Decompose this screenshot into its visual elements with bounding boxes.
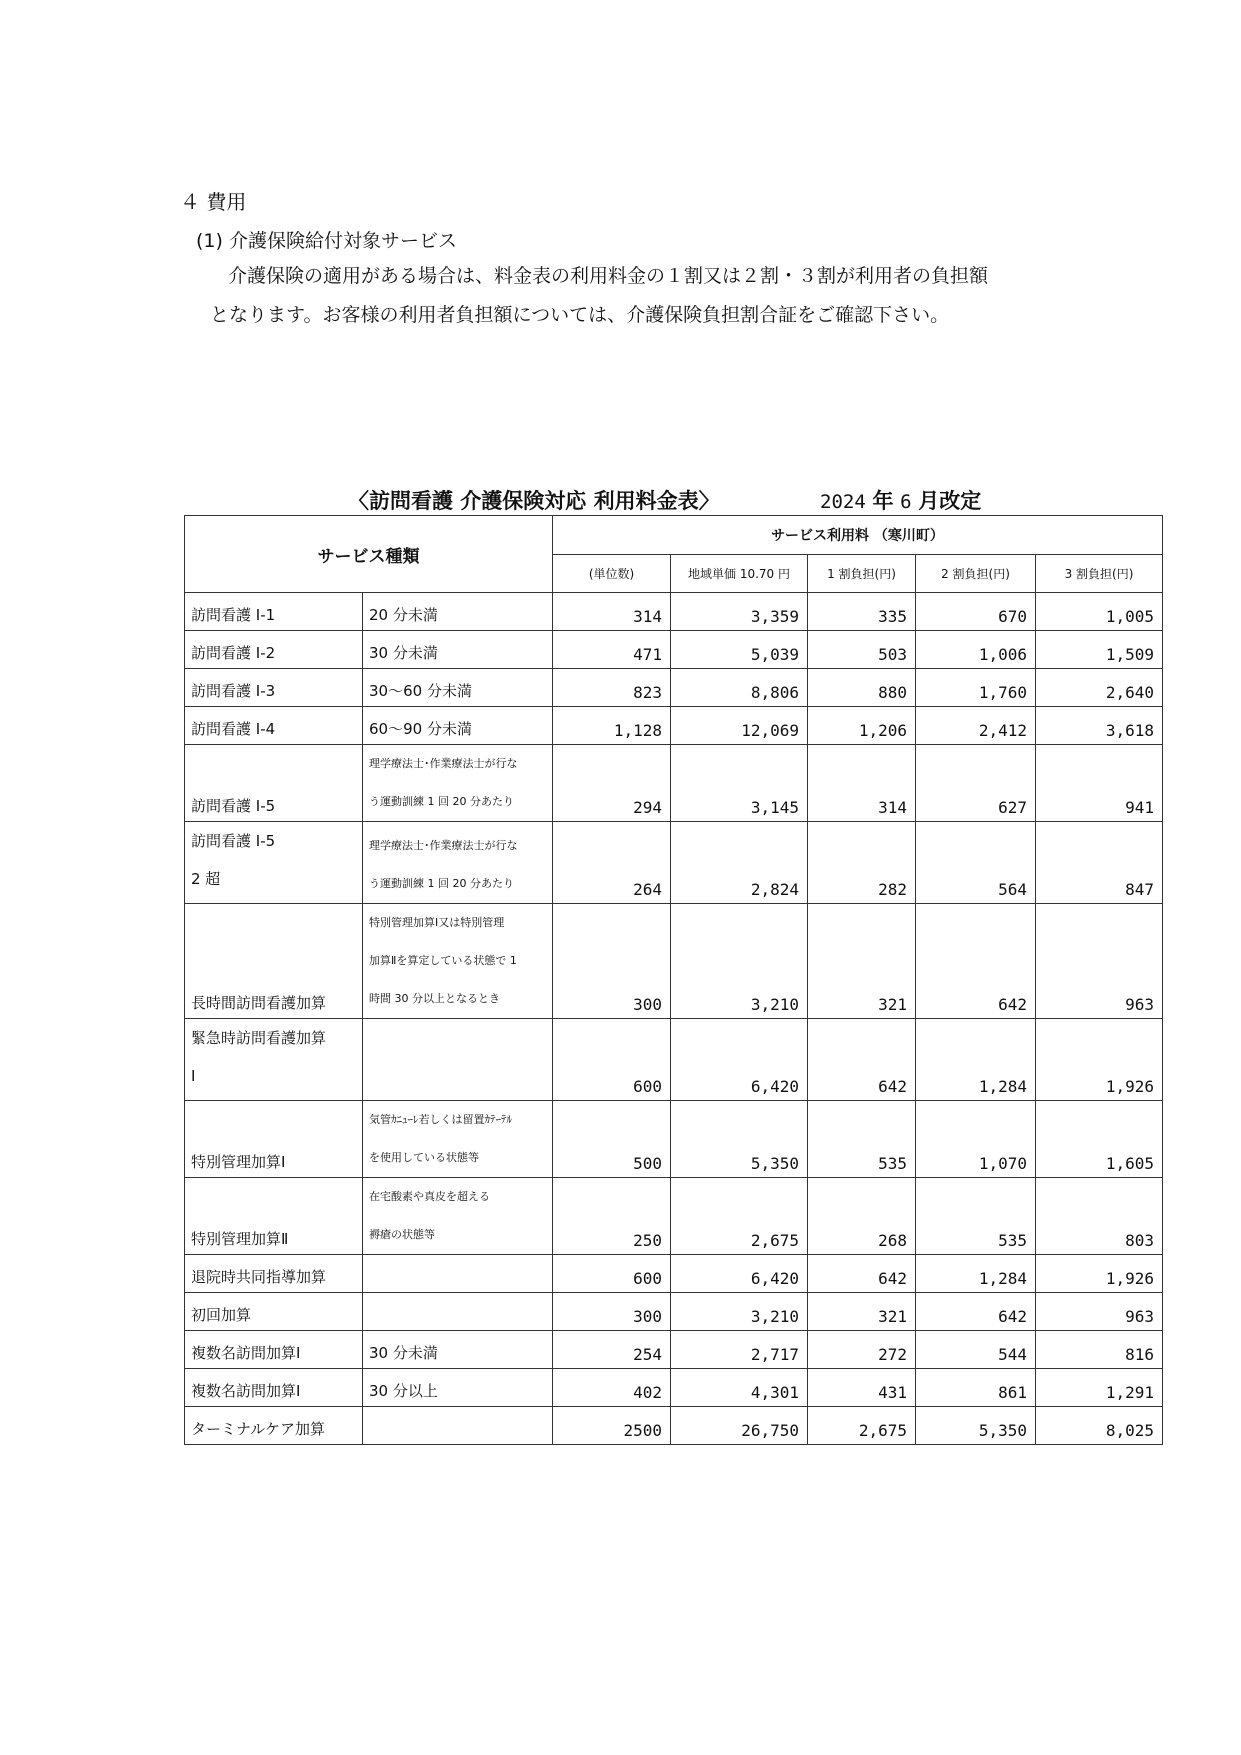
cell-r1: 268: [808, 1178, 916, 1255]
cell-units: 2500: [553, 1407, 671, 1445]
revision-year-suffix: 年: [872, 489, 894, 513]
service-name: 訪問看護 Ⅰ-1: [191, 606, 276, 624]
cell-r3: 3,618: [1036, 707, 1163, 745]
service-note-cell: [363, 745, 553, 822]
cell-r2: 1,760: [916, 669, 1036, 707]
header-service-type: サービス種類: [185, 516, 553, 593]
cell-amount: 6,420: [671, 1255, 808, 1293]
cell-units: 402: [553, 1369, 671, 1407]
service-note-cell: [363, 822, 553, 904]
cell-units: 823: [553, 669, 671, 707]
cell-r3: 1,605: [1036, 1101, 1163, 1178]
cell-r2: 535: [916, 1178, 1036, 1255]
cell-r2: 642: [916, 904, 1036, 1019]
cell-units: 300: [553, 1293, 671, 1331]
cell-amount: 4,301: [671, 1369, 808, 1407]
cell-r1: 2,675: [808, 1407, 916, 1445]
cell-amount: 5,350: [671, 1101, 808, 1178]
cell-r2: 861: [916, 1369, 1036, 1407]
cell-units: 300: [553, 904, 671, 1019]
cell-units: 500: [553, 1101, 671, 1178]
table-row: [185, 822, 1163, 904]
cell-r1: 314: [808, 745, 916, 822]
cell-r1: 880: [808, 669, 916, 707]
fee-table: [184, 515, 1163, 1445]
table-row: [185, 1369, 1163, 1407]
service-name: 2 超: [191, 870, 221, 888]
service-note: 30 分未満: [369, 644, 438, 662]
service-name-cell: [185, 1407, 363, 1445]
cell-r3: 1,291: [1036, 1369, 1163, 1407]
service-note: 褥瘡の状態等: [369, 1228, 435, 1241]
cell-amount: 3,210: [671, 1293, 808, 1331]
service-name: 複数名訪問加算Ⅰ: [191, 1382, 301, 1400]
table-row: [185, 1255, 1163, 1293]
cell-r3: 803: [1036, 1178, 1163, 1255]
service-name-cell: [185, 1101, 363, 1178]
cell-units: 471: [553, 631, 671, 669]
cell-r3: 1,926: [1036, 1255, 1163, 1293]
cell-amount: 2,717: [671, 1331, 808, 1369]
cell-r1: 642: [808, 1255, 916, 1293]
cell-r3: 963: [1036, 1293, 1163, 1331]
service-note-cell: [363, 593, 553, 631]
cell-r3: 8,025: [1036, 1407, 1163, 1445]
cell-r3: 847: [1036, 822, 1163, 904]
service-name-cell: [185, 1369, 363, 1407]
service-note-cell: [363, 1178, 553, 1255]
service-name: 複数名訪問加算Ⅰ: [191, 1344, 301, 1362]
table-row: [185, 707, 1163, 745]
cell-r1: 535: [808, 1101, 916, 1178]
cell-r1: 1,206: [808, 707, 916, 745]
service-note: 30～60 分未満: [369, 682, 472, 700]
cell-units: 314: [553, 593, 671, 631]
cell-amount: 26,750: [671, 1407, 808, 1445]
cell-amount: 12,069: [671, 707, 808, 745]
service-note-cell: [363, 1019, 553, 1101]
header-ratio-1: 1 割負担(円): [808, 555, 916, 593]
cell-r1: 321: [808, 904, 916, 1019]
service-name-cell: [185, 745, 363, 822]
cell-units: 250: [553, 1178, 671, 1255]
service-name-cell: [185, 631, 363, 669]
service-note: 60～90 分未満: [369, 720, 472, 738]
cell-r3: 941: [1036, 745, 1163, 822]
service-name-cell: [185, 707, 363, 745]
cell-r1: 642: [808, 1019, 916, 1101]
cell-r2: 642: [916, 1293, 1036, 1331]
paragraph-line-1: 介護保険の適用がある場合は、料金表の利用料金の１割又は２割・３割が利用者の負担額: [228, 265, 989, 287]
service-name-cell: [185, 904, 363, 1019]
header-fee: サービス利用料 （寒川町）: [553, 516, 1163, 555]
service-name: 長時間訪問看護加算: [191, 994, 327, 1012]
service-note-cell: [363, 1101, 553, 1178]
cell-amount: 8,806: [671, 669, 808, 707]
cell-amount: 2,824: [671, 822, 808, 904]
service-name: 特別管理加算Ⅱ: [191, 1230, 289, 1248]
header-ratio-3: 3 割負担(円): [1036, 555, 1163, 593]
service-note: 理学療法士･作業療法士が行な: [369, 839, 518, 852]
cell-r1: 431: [808, 1369, 916, 1407]
service-note: 30 分以上: [369, 1382, 438, 1400]
service-note: う運動訓練 1 回 20 分あたり: [369, 795, 514, 808]
table-row: [185, 669, 1163, 707]
table-row: [185, 1293, 1163, 1331]
revision-month: 6: [900, 491, 912, 513]
cell-r2: 544: [916, 1331, 1036, 1369]
table-title: 〈訪問看護 介護保険対応 利用料金表〉: [348, 489, 720, 513]
cell-r2: 627: [916, 745, 1036, 822]
cell-units: 294: [553, 745, 671, 822]
service-note: う運動訓練 1 回 20 分あたり: [369, 877, 514, 890]
cell-amount: 3,359: [671, 593, 808, 631]
service-name: 緊急時訪問看護加算: [191, 1029, 327, 1047]
cell-units: 600: [553, 1019, 671, 1101]
service-name-cell: [185, 1331, 363, 1369]
service-name-cell: [185, 1293, 363, 1331]
service-name: 訪問看護 Ⅰ-5: [191, 832, 276, 850]
cell-units: 600: [553, 1255, 671, 1293]
service-note: 時間 30 分以上となるとき: [369, 992, 500, 1005]
cell-amount: 5,039: [671, 631, 808, 669]
service-name-cell: [185, 669, 363, 707]
cell-amount: 6,420: [671, 1019, 808, 1101]
table-row: [185, 1407, 1163, 1445]
service-name: 訪問看護 Ⅰ-4: [191, 720, 276, 738]
cell-units: 264: [553, 822, 671, 904]
service-note-cell: [363, 1369, 553, 1407]
service-name: 訪問看護 Ⅰ-5: [191, 797, 276, 815]
service-name: 訪問看護 Ⅰ-2: [191, 644, 276, 662]
paragraph-line-2: となります。お客様の利用者負担額については、介護保険負担割合証をご確認下さい。: [210, 304, 950, 326]
cell-r3: 963: [1036, 904, 1163, 1019]
cell-r3: 2,640: [1036, 669, 1163, 707]
header-units: (単位数): [553, 555, 671, 593]
cell-r2: 5,350: [916, 1407, 1036, 1445]
service-note-cell: [363, 1331, 553, 1369]
service-name-cell: [185, 1019, 363, 1101]
subsection-heading: (1) 介護保険給付対象サービス: [196, 230, 457, 252]
cell-r1: 321: [808, 1293, 916, 1331]
service-note: を使用している状態等: [369, 1151, 479, 1164]
table-row: [185, 1178, 1163, 1255]
section-heading: ４ 費用: [180, 190, 247, 214]
cell-units: 254: [553, 1331, 671, 1369]
cell-r3: 816: [1036, 1331, 1163, 1369]
cell-r2: 1,284: [916, 1255, 1036, 1293]
table-row: [185, 904, 1163, 1019]
cell-amount: 3,210: [671, 904, 808, 1019]
service-note: 在宅酸素や真皮を超える: [369, 1190, 490, 1203]
cell-units: 1,128: [553, 707, 671, 745]
service-note: 30 分未満: [369, 1344, 438, 1362]
cell-r1: 282: [808, 822, 916, 904]
revision-year: 2024: [820, 491, 866, 513]
service-name-cell: [185, 822, 363, 904]
revision-date: [820, 485, 981, 515]
service-note: 特別管理加算Ⅰ又は特別管理: [369, 916, 505, 929]
table-row: [185, 631, 1163, 669]
header-amount: 地域単価 10.70 円: [671, 555, 808, 593]
service-note: 20 分未満: [369, 606, 438, 624]
table-row: [185, 1101, 1163, 1178]
service-name-cell: [185, 1178, 363, 1255]
cell-r2: 670: [916, 593, 1036, 631]
service-note-cell: [363, 669, 553, 707]
service-name: 退院時共同指導加算: [191, 1268, 327, 1286]
cell-r3: 1,005: [1036, 593, 1163, 631]
service-name-cell: [185, 1255, 363, 1293]
cell-r2: 1,006: [916, 631, 1036, 669]
service-note-cell: [363, 1407, 553, 1445]
service-note-cell: [363, 1293, 553, 1331]
service-name: ターミナルケア加算: [191, 1420, 325, 1438]
service-note: 気管ｶﾆｭｰﾚ若しくは留置ｶﾃｰﾃﾙ: [369, 1113, 512, 1126]
cell-amount: 3,145: [671, 745, 808, 822]
cell-r1: 272: [808, 1331, 916, 1369]
service-note-cell: [363, 707, 553, 745]
service-note-cell: [363, 904, 553, 1019]
cell-r2: 1,070: [916, 1101, 1036, 1178]
cell-r3: 1,926: [1036, 1019, 1163, 1101]
revision-month-suffix: 月改定: [918, 489, 982, 513]
cell-r1: 335: [808, 593, 916, 631]
table-row: [185, 1331, 1163, 1369]
header-ratio-2: 2 割負担(円): [916, 555, 1036, 593]
cell-r1: 503: [808, 631, 916, 669]
service-note: 理学療法士･作業療法士が行な: [369, 757, 518, 770]
cell-r2: 564: [916, 822, 1036, 904]
cell-r2: 1,284: [916, 1019, 1036, 1101]
table-row: [185, 745, 1163, 822]
service-name: 特別管理加算Ⅰ: [191, 1153, 286, 1171]
table-row: [185, 593, 1163, 631]
service-name-cell: [185, 593, 363, 631]
service-name: 訪問看護 Ⅰ-3: [191, 682, 276, 700]
service-note: 加算Ⅱを算定している状態で 1: [369, 954, 517, 967]
service-note-cell: [363, 1255, 553, 1293]
cell-r3: 1,509: [1036, 631, 1163, 669]
table-row: [185, 1019, 1163, 1101]
service-name: Ⅰ: [191, 1067, 196, 1085]
service-name: 初回加算: [191, 1306, 252, 1324]
cell-r2: 2,412: [916, 707, 1036, 745]
service-note-cell: [363, 631, 553, 669]
cell-amount: 2,675: [671, 1178, 808, 1255]
